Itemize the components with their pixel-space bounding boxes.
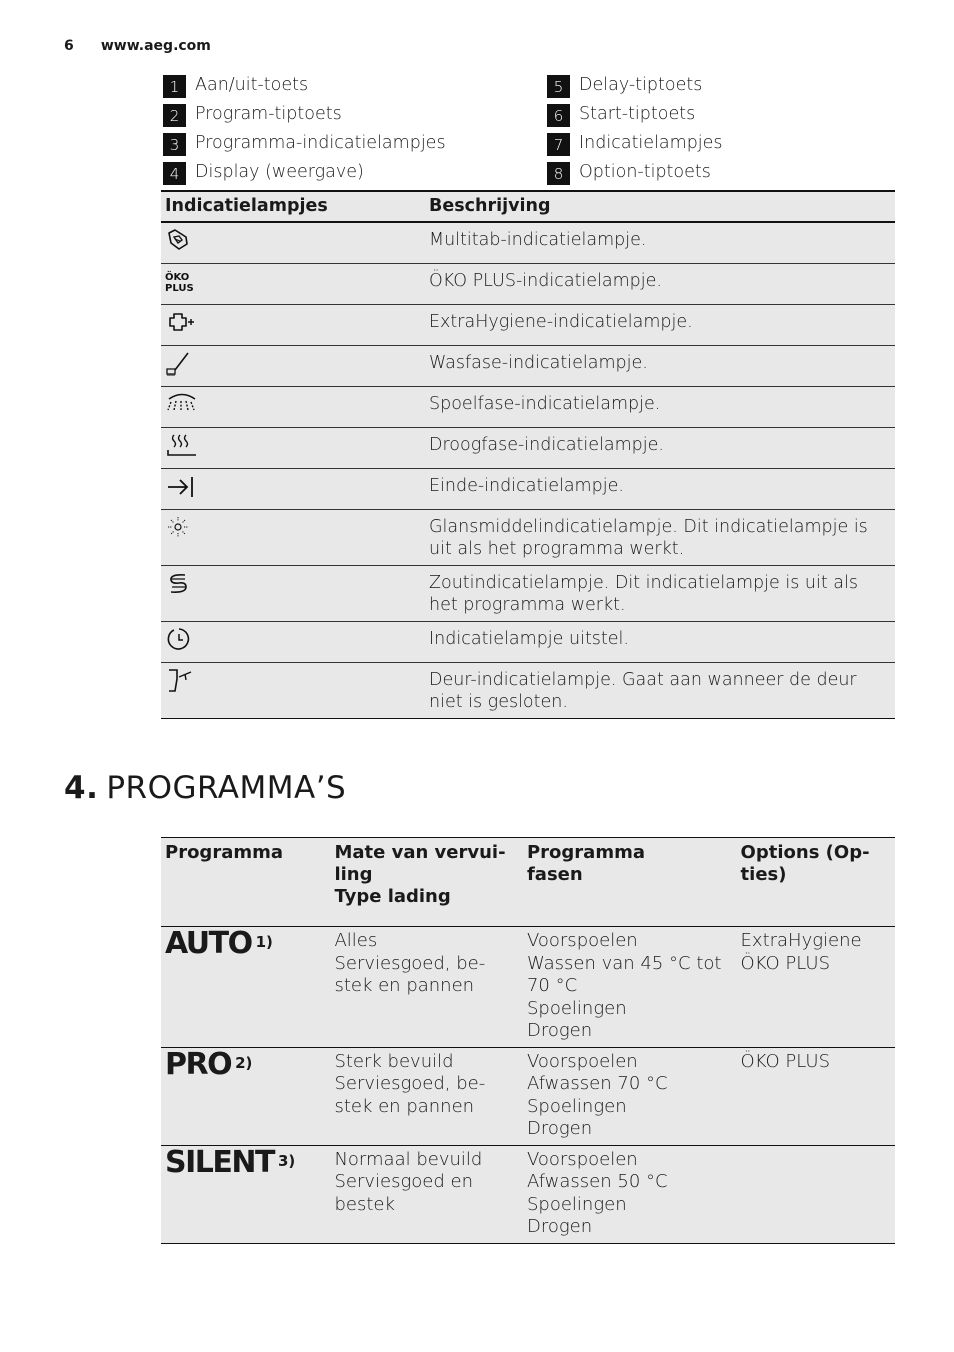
table-row bbox=[161, 1145, 895, 1243]
cell-line: Spoelingen bbox=[526, 1193, 627, 1215]
legend-label: Display (weergave) bbox=[195, 161, 364, 182]
description-text: Spoelfase-indicatielampje. bbox=[429, 394, 661, 414]
cell-line: Afwassen 50 °C bbox=[526, 1171, 668, 1192]
footnote-ref: 3) bbox=[277, 1151, 296, 1170]
table-row bbox=[161, 663, 895, 719]
cell-line: Alles bbox=[334, 930, 378, 951]
cell-line: Sterk bevuild bbox=[334, 1050, 454, 1072]
cell-line: Spoelingen bbox=[526, 1095, 627, 1117]
footnote-ref: 1) bbox=[255, 933, 273, 951]
legend-number: 4 bbox=[163, 162, 186, 185]
description-text: Zoutindicatielampje. Dit indicatielampje is uit als het programma werkt. bbox=[429, 573, 858, 615]
table-row bbox=[161, 510, 895, 566]
icon-cell bbox=[161, 510, 425, 566]
legend-label: Programma-indicatielampjes bbox=[195, 132, 446, 153]
program-name-cell bbox=[161, 927, 330, 1048]
table-row bbox=[161, 1047, 895, 1145]
dry-phase-icon bbox=[165, 432, 199, 460]
description-text: Multitab-indicatielampje. bbox=[429, 230, 647, 250]
table-row bbox=[161, 264, 895, 305]
options-cell bbox=[737, 1047, 895, 1145]
legend-label: Start-tiptoets bbox=[579, 103, 696, 124]
legend-item bbox=[163, 70, 446, 99]
legend-item bbox=[547, 70, 723, 99]
description-cell bbox=[425, 222, 895, 264]
program-name bbox=[165, 1046, 326, 1082]
header-line: fasen bbox=[526, 864, 583, 885]
header-line: ties) bbox=[740, 864, 787, 885]
cell-line: Voorspoelen bbox=[526, 930, 638, 951]
legend-number: 8 bbox=[547, 162, 570, 185]
legend-number: 2 bbox=[163, 104, 186, 127]
column-header bbox=[330, 838, 523, 927]
description-cell bbox=[425, 346, 895, 387]
table-header-row bbox=[161, 191, 895, 222]
header-line: ling bbox=[334, 864, 373, 885]
description-text: Droogfase-indicatielampje. bbox=[429, 435, 664, 455]
program-name bbox=[165, 1144, 326, 1180]
description-cell bbox=[425, 264, 895, 305]
options-cell bbox=[737, 927, 895, 1048]
table-row bbox=[161, 387, 895, 428]
cell-line: ExtraHygiene bbox=[740, 930, 862, 951]
rinse-aid-icon bbox=[165, 514, 193, 542]
multitab-icon bbox=[165, 227, 191, 253]
legend-item bbox=[163, 99, 446, 128]
cell-line: Serviesgoed en bbox=[334, 1171, 473, 1192]
program-table bbox=[161, 837, 895, 1244]
header-line: Type lading bbox=[334, 886, 451, 907]
section-number: 4. bbox=[64, 770, 99, 806]
cell-line: Drogen bbox=[526, 1216, 593, 1237]
header-line: Options (Op- bbox=[740, 842, 870, 863]
section-heading bbox=[64, 770, 346, 806]
description-cell bbox=[425, 510, 895, 566]
description-text: Indicatielampje uitstel. bbox=[429, 629, 629, 649]
column-header bbox=[523, 838, 737, 927]
description-cell bbox=[425, 663, 895, 719]
page-number: 6 bbox=[64, 38, 74, 54]
icon-cell bbox=[161, 663, 425, 719]
legend-item bbox=[547, 128, 723, 157]
legend-column-right bbox=[547, 70, 723, 186]
icon-cell bbox=[161, 469, 425, 510]
description-text: Wasfase-indicatielampje. bbox=[429, 353, 648, 373]
oko-plus-icon-line-1: ÖKO bbox=[165, 272, 190, 283]
cell-line: Serviesgoed, be- bbox=[334, 952, 486, 974]
extrahygiene-icon bbox=[165, 309, 197, 335]
description-text: ExtraHygiene-indicatielampje. bbox=[429, 312, 693, 332]
cell-line: Serviesgoed, be- bbox=[334, 1073, 486, 1094]
column-header bbox=[161, 838, 330, 927]
page-header bbox=[64, 38, 211, 54]
table-header-row bbox=[161, 838, 895, 927]
description-cell bbox=[425, 428, 895, 469]
description-cell bbox=[425, 622, 895, 663]
legend-number: 6 bbox=[547, 104, 570, 127]
table-row bbox=[161, 428, 895, 469]
icon-cell bbox=[161, 264, 425, 305]
cell-line: Voorspoelen bbox=[526, 1148, 638, 1170]
legend-label: Aan/uit-toets bbox=[195, 74, 309, 95]
legend-item bbox=[547, 157, 723, 186]
legend-label: Delay-tiptoets bbox=[579, 74, 703, 95]
description-cell bbox=[425, 387, 895, 428]
program-logo-silent: SILENT bbox=[165, 1144, 274, 1180]
cell-line: Wassen van 45 °C tot bbox=[526, 952, 722, 974]
door-icon bbox=[165, 667, 195, 695]
section-title: PROGRAMMA’S bbox=[106, 770, 347, 806]
cell-line: stek en pannen bbox=[334, 1095, 475, 1117]
legend-item bbox=[163, 157, 446, 186]
legend-item bbox=[163, 128, 446, 157]
rinse-phase-icon bbox=[165, 391, 199, 417]
soiling-cell bbox=[330, 1145, 523, 1243]
cell-line: Drogen bbox=[526, 1020, 593, 1041]
table-row bbox=[161, 469, 895, 510]
legend-number: 1 bbox=[163, 75, 186, 98]
legend-column-left bbox=[163, 70, 446, 186]
column-header bbox=[737, 838, 895, 927]
description-text: ÖKO PLUS-indicatielampje. bbox=[429, 271, 662, 291]
icon-cell bbox=[161, 428, 425, 469]
legend-label: Indicatielampjes bbox=[579, 132, 723, 153]
end-icon bbox=[165, 473, 197, 501]
legend-label: Program-tiptoets bbox=[195, 103, 342, 124]
footnote-ref: 2) bbox=[235, 1053, 253, 1072]
icon-cell bbox=[161, 346, 425, 387]
description-cell bbox=[425, 566, 895, 622]
table-row bbox=[161, 346, 895, 387]
site-url[interactable]: www.aeg.com bbox=[100, 38, 211, 54]
header-line: Programma bbox=[165, 842, 284, 863]
cell-line: Spoelingen bbox=[526, 997, 627, 1019]
salt-icon bbox=[165, 570, 193, 598]
legend-number: 3 bbox=[163, 133, 186, 156]
header-line: Programma bbox=[526, 842, 645, 863]
table-row bbox=[161, 622, 895, 663]
table-row bbox=[161, 927, 895, 1048]
indicator-table bbox=[161, 190, 895, 719]
header-line: Mate van vervui- bbox=[334, 842, 506, 863]
cell-line: Drogen bbox=[526, 1118, 593, 1139]
options-cell bbox=[737, 1145, 895, 1243]
program-name-cell bbox=[161, 1145, 330, 1243]
cell-line: Normaal bevuild bbox=[334, 1148, 483, 1170]
legend-label: Option-tiptoets bbox=[579, 161, 711, 182]
column-header: Indicatielampjes bbox=[161, 191, 425, 222]
program-name bbox=[165, 926, 326, 961]
wash-phase-icon bbox=[165, 350, 193, 378]
legend-item bbox=[547, 99, 723, 128]
column-header: Beschrijving bbox=[425, 191, 895, 222]
program-name-cell bbox=[161, 1047, 330, 1145]
oko-plus-icon-line-2: PLUS bbox=[165, 283, 194, 294]
phases-cell bbox=[523, 927, 737, 1048]
description-cell bbox=[425, 305, 895, 346]
soiling-cell bbox=[330, 927, 523, 1048]
cell-line: 70 °C bbox=[526, 975, 578, 996]
description-cell bbox=[425, 469, 895, 510]
icon-cell bbox=[161, 387, 425, 428]
icon-cell bbox=[161, 222, 425, 264]
oko-plus-icon bbox=[165, 272, 421, 294]
legend-number: 7 bbox=[547, 133, 570, 156]
cell-line: Afwassen 70 °C bbox=[526, 1073, 668, 1094]
legend-number: 5 bbox=[547, 75, 570, 98]
soiling-cell bbox=[330, 1047, 523, 1145]
icon-cell bbox=[161, 305, 425, 346]
table-row bbox=[161, 222, 895, 264]
cell-line: bestek bbox=[334, 1193, 395, 1215]
table-row bbox=[161, 305, 895, 346]
cell-line: ÖKO PLUS bbox=[740, 1050, 831, 1072]
program-logo-pro: PRO bbox=[165, 1046, 232, 1082]
description-text: Einde-indicatielampje. bbox=[429, 476, 624, 496]
description-text: Deur-indicatielampje. Gaat aan wanneer de deur niet is gesloten. bbox=[429, 670, 857, 712]
icon-cell bbox=[161, 566, 425, 622]
cell-line: Voorspoelen bbox=[526, 1050, 638, 1072]
cell-line: stek en pannen bbox=[334, 975, 475, 996]
delay-icon bbox=[165, 626, 193, 654]
table-row bbox=[161, 566, 895, 622]
phases-cell bbox=[523, 1145, 737, 1243]
phases-cell bbox=[523, 1047, 737, 1145]
icon-cell bbox=[161, 622, 425, 663]
program-logo-auto: AUTO bbox=[165, 926, 252, 961]
cell-line: ÖKO PLUS bbox=[740, 952, 831, 974]
description-text: Glansmiddelindicatielampje. Dit indicatielampje is uit als het programma werkt. bbox=[429, 517, 868, 559]
